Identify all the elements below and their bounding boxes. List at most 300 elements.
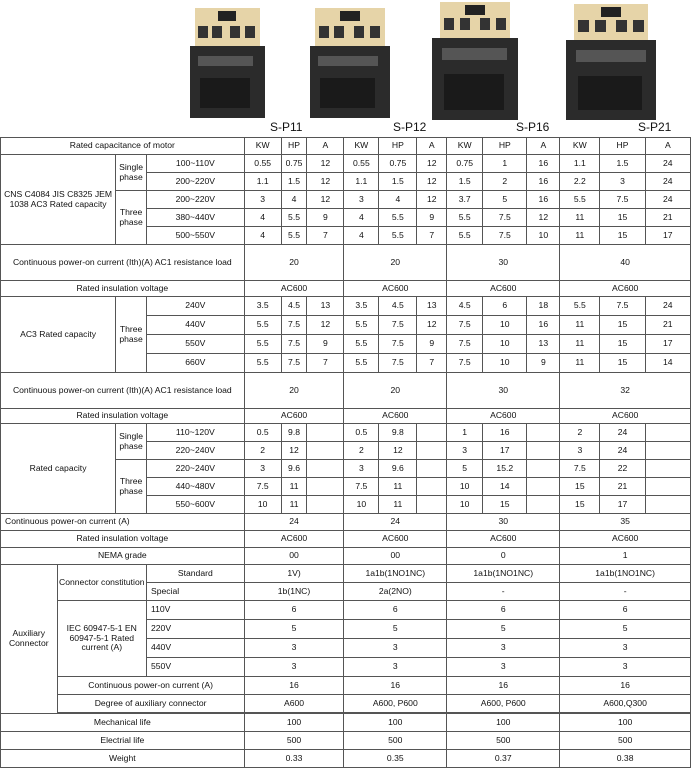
value-cell: 7.5 (560, 460, 600, 478)
value-cell: AC600 (344, 531, 447, 548)
spec-table (0, 137, 691, 768)
value-cell: - (560, 583, 691, 601)
electrical-life-label: Electrial life (1, 732, 245, 750)
aux-degree-label: Degree of auxiliary connector (57, 695, 244, 713)
value-cell: 500 (447, 732, 560, 750)
value-cell: 10 (483, 335, 527, 354)
ac3-rated-capacity-label: AC3 Rated capacity (1, 297, 116, 373)
value-cell: 100 (447, 714, 560, 732)
unit-header: A (527, 138, 560, 155)
value-cell: 12 (307, 173, 344, 191)
nema-grade-label: NEMA grade (1, 548, 245, 565)
continuous-current-label: Continuous power-on current (Ith)(A) AC1 resistance load (1, 245, 245, 281)
unit-header: A (417, 138, 447, 155)
value-cell: 1.5 (447, 173, 483, 191)
value-cell: AC600 (447, 531, 560, 548)
value-cell: 1.5 (281, 173, 307, 191)
value-cell: 12 (281, 442, 307, 460)
value-cell: 6 (344, 601, 447, 620)
value-cell: 5 (483, 191, 527, 209)
value-cell: 3 (344, 658, 447, 677)
auxiliary-connector-label: Auxiliary Connector (1, 565, 58, 714)
value-cell: 4.5 (379, 297, 417, 316)
iec-rated-current-label: IEC 60947-5-1 EN 60947-5-1 Rated current (A) (57, 601, 146, 677)
value-cell: 30 (447, 245, 560, 281)
table-row (1, 155, 691, 173)
value-cell: 16 (527, 191, 560, 209)
table-row (1, 548, 691, 565)
value-cell: 20 (244, 245, 344, 281)
header-row (1, 138, 691, 155)
value-cell: 3 (560, 658, 691, 677)
value-cell: 6 (447, 601, 560, 620)
value-cell: 24 (244, 514, 344, 531)
value-cell: 15.2 (483, 460, 527, 478)
value-cell: AC600 (244, 281, 344, 297)
value-cell: 7.5 (244, 478, 281, 496)
unit-header: KW (244, 138, 281, 155)
table-row (1, 297, 691, 316)
value-cell: 16 (447, 677, 560, 695)
value-cell: 100 (244, 714, 344, 732)
table-row (1, 424, 691, 442)
value-cell: 7 (307, 227, 344, 245)
voltage-cell: 220V (146, 620, 244, 639)
value-cell: 7 (307, 354, 344, 373)
table-row (1, 409, 691, 424)
value-cell: 7.5 (447, 316, 483, 335)
value-cell: 100 (560, 714, 691, 732)
value-cell: 40 (560, 245, 691, 281)
value-cell: A600, P600 (447, 695, 560, 713)
aux-continuous-current-label: Continuous power-on current (A) (57, 677, 244, 695)
value-cell: 12 (527, 209, 560, 227)
table-row (1, 750, 691, 768)
insulation-voltage-label: Rated insulation voltage (1, 281, 245, 297)
value-cell: A600, P600 (344, 695, 447, 713)
value-cell: 24 (344, 514, 447, 531)
voltage-cell: 200~220V (146, 191, 244, 209)
value-cell: 30 (447, 514, 560, 531)
mechanical-life-label: Mechanical life (1, 714, 245, 732)
value-cell: 24 (645, 191, 690, 209)
value-cell: 22 (600, 460, 645, 478)
value-cell: 17 (483, 442, 527, 460)
value-cell: 16 (527, 155, 560, 173)
value-cell: 15 (600, 209, 645, 227)
phase-label: Single phase (116, 424, 147, 460)
value-cell: 3 (447, 442, 483, 460)
value-cell: 0 (447, 548, 560, 565)
value-cell: 3 (447, 639, 560, 658)
value-cell: 4.5 (447, 297, 483, 316)
value-cell: 4 (344, 227, 379, 245)
value-cell: 00 (344, 548, 447, 565)
value-cell: AC600 (560, 409, 691, 424)
value-cell: 7.5 (379, 335, 417, 354)
value-cell: 12 (379, 442, 417, 460)
value-cell: 5.5 (379, 209, 417, 227)
value-cell: 1b(1NC) (244, 583, 344, 601)
value-cell: AC600 (244, 531, 344, 548)
value-cell: 16 (244, 677, 344, 695)
value-cell: 5.5 (281, 227, 307, 245)
value-cell: A600 (244, 695, 344, 713)
insulation-voltage-label: Rated insulation voltage (1, 531, 245, 548)
value-cell: 16 (483, 424, 527, 442)
table-row (1, 732, 691, 750)
value-cell: 11 (560, 354, 600, 373)
value-cell: 10 (527, 227, 560, 245)
value-cell: 14 (645, 354, 690, 373)
unit-header: KW (344, 138, 379, 155)
table-row (1, 677, 691, 695)
value-cell: 6 (560, 601, 691, 620)
unit-header: HP (379, 138, 417, 155)
value-cell: 7.5 (447, 354, 483, 373)
value-cell: 9.6 (281, 460, 307, 478)
value-cell: 5.5 (344, 316, 379, 335)
value-cell: 2 (344, 442, 379, 460)
value-cell: 17 (645, 335, 690, 354)
value-cell: 11 (379, 478, 417, 496)
value-cell: 4 (244, 209, 281, 227)
value-cell: 30 (447, 373, 560, 409)
contactor-image-s-p16 (432, 2, 518, 120)
voltage-cell: 440V (146, 316, 244, 335)
value-cell: 3 (560, 442, 600, 460)
value-cell: 15 (560, 478, 600, 496)
value-cell: 9.8 (379, 424, 417, 442)
table-row (1, 281, 691, 297)
unit-header: HP (483, 138, 527, 155)
value-cell: 1.1 (344, 173, 379, 191)
value-cell: 2a(2NO) (344, 583, 447, 601)
value-cell: 15 (483, 496, 527, 514)
value-cell: 24 (600, 442, 645, 460)
value-cell: 5.5 (344, 335, 379, 354)
value-cell: AC600 (447, 281, 560, 297)
value-cell: 5 (447, 620, 560, 639)
value-cell: 0.35 (344, 750, 447, 768)
voltage-cell: 380~440V (146, 209, 244, 227)
value-cell: 9 (417, 209, 447, 227)
value-cell: 1.5 (600, 155, 645, 173)
value-cell: 7.5 (447, 335, 483, 354)
value-cell: 12 (307, 316, 344, 335)
rated-capacitance-label: Rated capacitance of motor (1, 138, 245, 155)
voltage-cell: 110V (146, 601, 244, 620)
value-cell: 1 (447, 424, 483, 442)
value-cell: 5.5 (244, 354, 281, 373)
value-cell: 16 (560, 677, 691, 695)
value-cell: 0.37 (447, 750, 560, 768)
value-cell: 00 (244, 548, 344, 565)
special-label: Special (146, 583, 244, 601)
value-cell: 12 (417, 316, 447, 335)
value-cell: 5 (447, 460, 483, 478)
value-cell: 5 (344, 620, 447, 639)
rated-capacity-label: Rated capacity (1, 424, 116, 514)
value-cell: 11 (560, 316, 600, 335)
value-cell: 21 (645, 209, 690, 227)
value-cell: 12 (307, 155, 344, 173)
value-cell: 15 (600, 354, 645, 373)
value-cell: 500 (344, 732, 447, 750)
value-cell: 1V) (244, 565, 344, 583)
value-cell: 32 (560, 373, 691, 409)
value-cell: 11 (560, 209, 600, 227)
value-cell: 0.38 (560, 750, 691, 768)
unit-header: HP (600, 138, 645, 155)
value-cell: 4 (344, 209, 379, 227)
value-cell: 5.5 (244, 316, 281, 335)
table-row (1, 245, 691, 281)
value-cell: 7.5 (379, 316, 417, 335)
value-cell: 11 (281, 478, 307, 496)
voltage-cell: 110~120V (146, 424, 244, 442)
value-cell: 11 (560, 335, 600, 354)
voltage-cell: 440V (146, 639, 244, 658)
value-cell: AC600 (560, 531, 691, 548)
value-cell: 4.5 (281, 297, 307, 316)
contactor-image-s-p11 (190, 8, 265, 118)
value-cell: 5.5 (244, 335, 281, 354)
value-cell: 11 (281, 496, 307, 514)
value-cell: 3 (560, 639, 691, 658)
value-cell: AC600 (447, 409, 560, 424)
phase-label: Three phase (116, 460, 147, 514)
value-cell: 10 (344, 496, 379, 514)
standard-label: CNS C4084 JIS C8325 JEM 1038 AC3 Rated capacity (1, 155, 116, 245)
model-label: S-P16 (516, 120, 550, 134)
value-cell: 0.5 (244, 424, 281, 442)
value-cell: 1.5 (379, 173, 417, 191)
value-cell: 1.1 (560, 155, 600, 173)
value-cell: 18 (527, 297, 560, 316)
contactor-image-s-p12 (310, 8, 390, 118)
value-cell: 3 (447, 658, 560, 677)
unit-header: KW (560, 138, 600, 155)
value-cell: 15 (600, 316, 645, 335)
value-cell: 9 (417, 335, 447, 354)
value-cell: 5.5 (560, 297, 600, 316)
value-cell: 9 (307, 209, 344, 227)
value-cell: 1 (483, 155, 527, 173)
value-cell: 16 (344, 677, 447, 695)
value-cell: 500 (560, 732, 691, 750)
value-cell: 9 (307, 335, 344, 354)
value-cell: 5.5 (560, 191, 600, 209)
value-cell: 9.8 (281, 424, 307, 442)
value-cell: 1a1b(1NO1NC) (447, 565, 560, 583)
voltage-cell: 200~220V (146, 173, 244, 191)
value-cell: 7.5 (379, 354, 417, 373)
contactor-image-s-p21 (566, 4, 656, 120)
value-cell: 5 (244, 620, 344, 639)
value-cell: 5.5 (379, 227, 417, 245)
value-cell: 2.2 (560, 173, 600, 191)
value-cell: 7.5 (483, 209, 527, 227)
value-cell: 7.5 (600, 297, 645, 316)
value-cell: 7.5 (281, 335, 307, 354)
continuous-current-label: Continuous power-on current (A) (1, 514, 245, 531)
value-cell: 2 (560, 424, 600, 442)
value-cell: 24 (645, 297, 690, 316)
value-cell: 17 (600, 496, 645, 514)
value-cell: 3 (344, 639, 447, 658)
value-cell: 500 (244, 732, 344, 750)
value-cell: 1a1b(1NO1NC) (344, 565, 447, 583)
value-cell: 11 (379, 496, 417, 514)
value-cell: 1a1b(1NO1NC) (560, 565, 691, 583)
value-cell: 10 (447, 496, 483, 514)
value-cell: 1 (560, 548, 691, 565)
model-label: S-P21 (638, 120, 672, 134)
value-cell: 15 (600, 227, 645, 245)
value-cell: 4 (281, 191, 307, 209)
value-cell: 7.5 (600, 191, 645, 209)
model-label: S-P12 (393, 120, 427, 134)
value-cell: 7 (417, 354, 447, 373)
value-cell: 7.5 (281, 316, 307, 335)
value-cell: 13 (527, 335, 560, 354)
value-cell: 5.5 (344, 354, 379, 373)
value-cell: 5.5 (447, 227, 483, 245)
value-cell: 16 (527, 173, 560, 191)
value-cell: 24 (645, 173, 690, 191)
table-row (1, 514, 691, 531)
unit-header: A (645, 138, 690, 155)
value-cell: 9.6 (379, 460, 417, 478)
value-cell: 35 (560, 514, 691, 531)
value-cell: 14 (483, 478, 527, 496)
value-cell: 7 (417, 227, 447, 245)
value-cell: 10 (483, 354, 527, 373)
insulation-voltage-label: Rated insulation voltage (1, 409, 245, 424)
value-cell: 1.1 (244, 173, 281, 191)
value-cell: 7.5 (483, 227, 527, 245)
table-row (1, 601, 691, 620)
value-cell: 12 (417, 191, 447, 209)
phase-label: Three phase (116, 191, 147, 245)
value-cell: 5.5 (281, 209, 307, 227)
value-cell: 12 (307, 191, 344, 209)
voltage-cell: 220~240V (146, 460, 244, 478)
voltage-cell: 500~550V (146, 227, 244, 245)
value-cell: 15 (560, 496, 600, 514)
table-row (1, 531, 691, 548)
voltage-cell: 100~110V (146, 155, 244, 173)
value-cell: 13 (417, 297, 447, 316)
value-cell: 24 (645, 155, 690, 173)
value-cell: 3.5 (344, 297, 379, 316)
value-cell: 24 (600, 424, 645, 442)
value-cell: 3 (344, 191, 379, 209)
model-label: S-P11 (270, 120, 303, 134)
value-cell: 11 (560, 227, 600, 245)
value-cell: 7.5 (344, 478, 379, 496)
value-cell: 3.5 (244, 297, 281, 316)
unit-header: KW (447, 138, 483, 155)
value-cell: AC600 (560, 281, 691, 297)
value-cell: 21 (600, 478, 645, 496)
value-cell: 20 (244, 373, 344, 409)
value-cell: 3.7 (447, 191, 483, 209)
voltage-cell: 550~600V (146, 496, 244, 514)
value-cell: 3 (244, 460, 281, 478)
value-cell: 3 (244, 191, 281, 209)
value-cell: 5.5 (447, 209, 483, 227)
unit-header: HP (281, 138, 307, 155)
value-cell: 100 (344, 714, 447, 732)
value-cell: 15 (600, 335, 645, 354)
value-cell: 17 (645, 227, 690, 245)
value-cell: 0.5 (344, 424, 379, 442)
value-cell: 3 (600, 173, 645, 191)
value-cell: 10 (447, 478, 483, 496)
connector-constitution-label: Connector constitution (57, 565, 146, 601)
voltage-cell: 660V (146, 354, 244, 373)
value-cell: 2 (244, 442, 281, 460)
voltage-cell: 550V (146, 335, 244, 354)
table-row (1, 565, 691, 583)
value-cell: 3 (344, 460, 379, 478)
value-cell: 4 (379, 191, 417, 209)
value-cell: 20 (344, 245, 447, 281)
table-row (1, 695, 691, 713)
value-cell: AC600 (344, 409, 447, 424)
voltage-cell: 220~240V (146, 442, 244, 460)
value-cell: 0.75 (447, 155, 483, 173)
value-cell: 13 (307, 297, 344, 316)
value-cell: 10 (483, 316, 527, 335)
value-cell: 7.5 (281, 354, 307, 373)
value-cell: 4 (244, 227, 281, 245)
value-cell: AC600 (244, 409, 344, 424)
value-cell: 0.55 (244, 155, 281, 173)
value-cell: 3 (244, 658, 344, 677)
weight-label: Weight (1, 750, 245, 768)
phase-label: Three phase (116, 297, 147, 373)
unit-header: A (307, 138, 344, 155)
standard-label: Standard (146, 565, 244, 583)
value-cell: 3 (244, 639, 344, 658)
value-cell: 20 (344, 373, 447, 409)
value-cell: 2 (483, 173, 527, 191)
value-cell: A600,Q300 (560, 695, 691, 713)
value-cell: - (447, 583, 560, 601)
value-cell: 0.33 (244, 750, 344, 768)
value-cell: 6 (483, 297, 527, 316)
value-cell: 10 (244, 496, 281, 514)
voltage-cell: 440~480V (146, 478, 244, 496)
value-cell: 16 (527, 316, 560, 335)
voltage-cell: 240V (146, 297, 244, 316)
voltage-cell: 550V (146, 658, 244, 677)
value-cell: 0.75 (379, 155, 417, 173)
table-row (1, 714, 691, 732)
phase-label: Single phase (116, 155, 147, 191)
value-cell: 12 (417, 173, 447, 191)
continuous-current-label: Continuous power-on current (Ith)(A) AC1 resistance load (1, 373, 245, 409)
value-cell: 0.75 (281, 155, 307, 173)
value-cell: 6 (244, 601, 344, 620)
value-cell: 9 (527, 354, 560, 373)
table-row (1, 373, 691, 409)
value-cell: 12 (417, 155, 447, 173)
value-cell: 21 (645, 316, 690, 335)
